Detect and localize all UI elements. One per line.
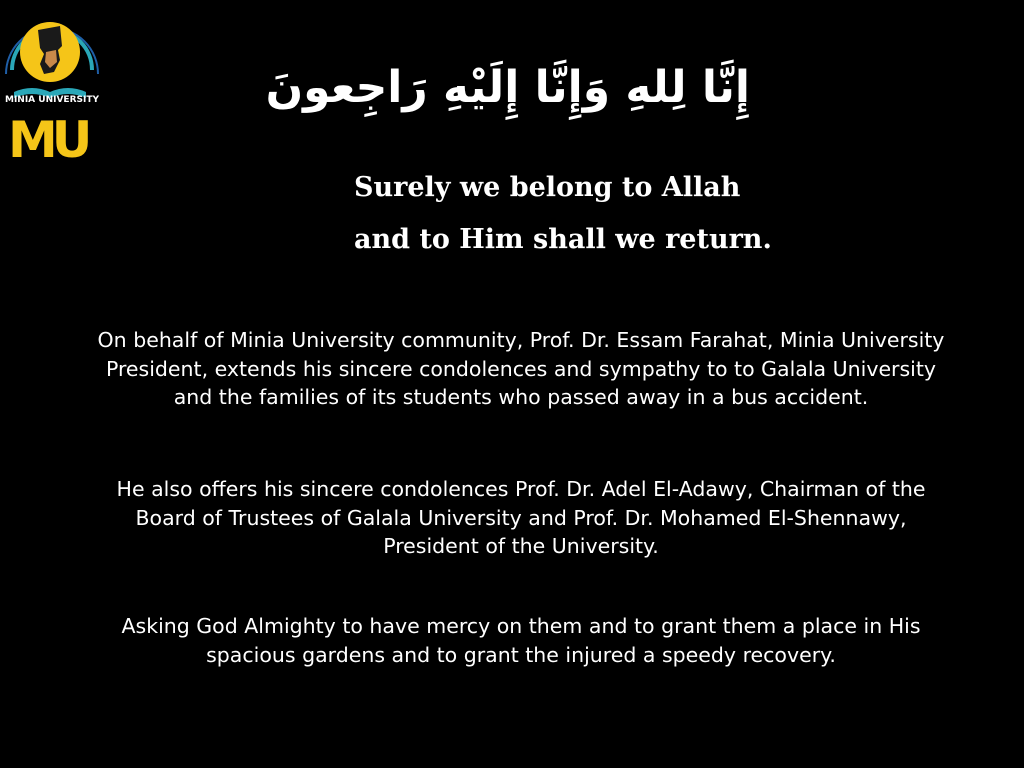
logo-caption: MINIA UNIVERSITY — [4, 95, 99, 105]
university-logo — [0, 0, 104, 172]
condolence-paragraph-1: On behalf of Minia University community, Prof. Dr. Essam Farahat, Minia University President, extends his sincere condolences and sympathy to to Galala University and the families of its students who passed away in a bus accident. — [97, 328, 945, 409]
condolence-paragraph-3: Asking God Almighty to have mercy on them and to grant them a place in His spacious gardens and to grant the injured a speedy recovery. — [121, 614, 921, 667]
english-verse-line-2: and to Him shall we return. — [354, 224, 772, 255]
english-verse-line-1: Surely we belong to Allah — [354, 172, 741, 203]
condolence-paragraph-2: He also offers his sincere condolences Prof. Dr. Adel El-Adawy, Chairman of the Board of Trustees of Galala University and Prof. Dr. Mohamed El-Shennawy, President of the University. — [116, 477, 926, 558]
logo-mark: MU — [8, 111, 87, 169]
arabic-verse: إِنَّا لِلهِ وَإِنَّا إِلَيْهِ رَاجِعونَ — [265, 62, 750, 113]
